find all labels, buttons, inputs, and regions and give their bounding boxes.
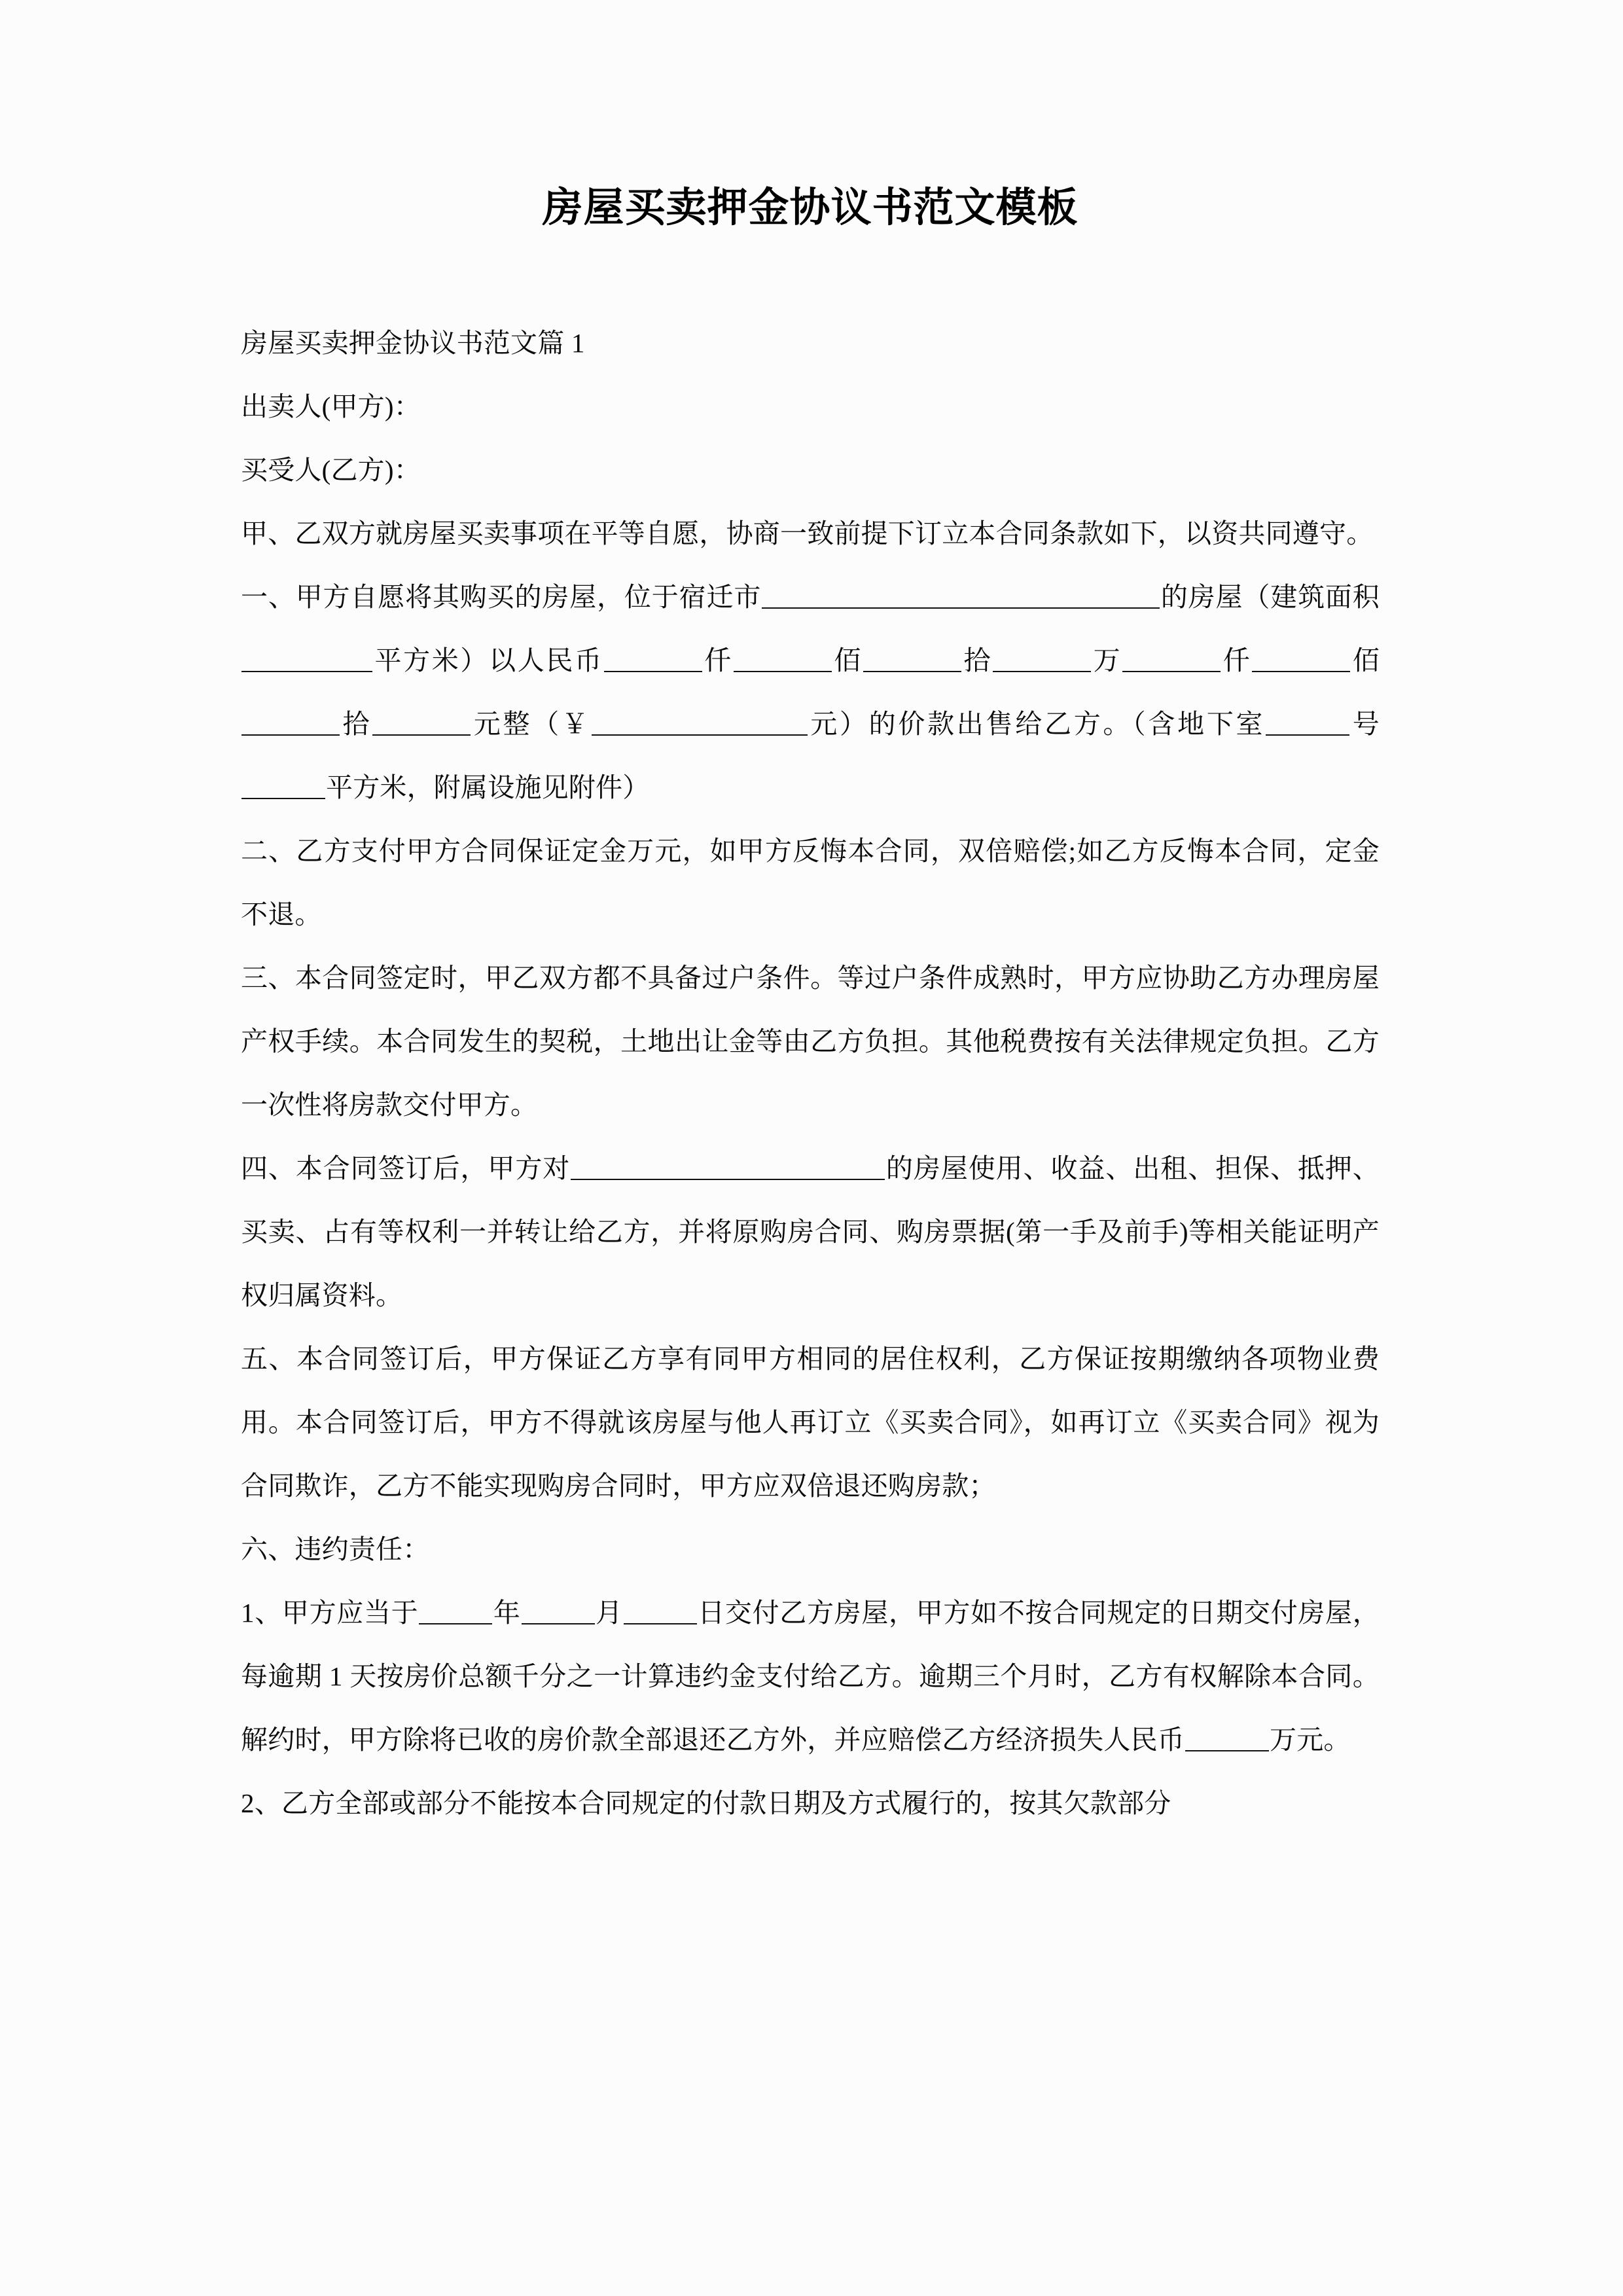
blank-price-shi-2[interactable]: [241, 712, 340, 736]
blank-price-shi-1[interactable]: [863, 649, 961, 672]
blank-delivery-month[interactable]: [522, 1601, 595, 1624]
blank-compensation-amount[interactable]: [1185, 1728, 1269, 1751]
preamble-text: 甲、乙双方就房屋买卖事项在平等自愿，协商一致前提下订立本合同条款如下，以资共同遵守。: [241, 518, 1374, 548]
clause-3-text: 三、本合同签定时，甲乙双方都不具备过户条件。等过户条件成熟时，甲方应协助乙方办理房屋产权手续。本合同发生的契税，土地出让金等由乙方负担。其他税费按有关法律规定负担。乙方一次性将房款交付甲方。: [241, 962, 1380, 1120]
blank-price-wan[interactable]: [993, 649, 1091, 672]
clause-6-1-text-d: 日交付乙方房屋，甲方如不按合同规定的日期交付房屋，每逾期 1 天按房价总额千分之一计算违约金支付给乙方。逾期三个月时，乙方有权解除本合同。解约时，甲方除将已收的房价款全部退还乙方外，并应赔偿乙方经济损失人民币: [241, 1597, 1380, 1755]
clause-6-1-text-c: 月: [595, 1597, 623, 1628]
clause-1-text-d: 仟: [702, 645, 733, 675]
buyer-label: 买受人(乙方)：: [241, 454, 421, 485]
clause-1-text-f: 拾: [961, 645, 993, 675]
clause-4-paragraph: [241, 1137, 1380, 1327]
clause-6-1-text-e: 万元。: [1270, 1724, 1351, 1755]
section-heading-text: 房屋买卖押金协议书范文篇 1: [241, 327, 585, 358]
clause-2-paragraph: [241, 819, 1380, 946]
blank-basement-number[interactable]: [1266, 712, 1349, 736]
clause-6-2-text: 2、乙方全部或部分不能按本合同规定的付款日期及方式履行的，按其欠款部分: [241, 1787, 1171, 1818]
blank-price-qian-1[interactable]: [604, 649, 702, 672]
blank-price-numeric[interactable]: [592, 712, 808, 736]
clause-4-text-a: 四、本合同签订后，甲方对: [241, 1153, 571, 1183]
clause-1-text-n: 平方米，附属设施见附件）: [326, 772, 650, 802]
clause-6-text: 六、违约责任：: [241, 1534, 430, 1564]
document-content: [241, 0, 1380, 1835]
page-title: 房屋买卖押金协议书范文模板: [542, 186, 1079, 230]
clause-1-text-h: 仟: [1221, 645, 1252, 675]
blank-property-address[interactable]: [762, 585, 1160, 609]
clause-1-text-m: 号: [1350, 708, 1380, 739]
clause-1-text-i: 佰: [1351, 645, 1380, 675]
preamble-paragraph: [241, 502, 1380, 565]
clause-6-item-1: [241, 1581, 1380, 1772]
clause-6-1-text-a: 1、甲方应当于: [241, 1597, 419, 1628]
clause-1-text-c: 平方米）以人民币: [373, 645, 603, 675]
document-body: [241, 312, 1380, 1835]
clause-4-text-b: 的房屋使用、收益、出租、担保、抵押、买卖、占有等权利一并转让给乙方，并将原购房合同、购房票据(第一手及前手)等相关能证明产权归属资料。: [241, 1153, 1380, 1310]
clause-5-text: 五、本合同签订后，甲方保证乙方享有同甲方相同的居住权利，乙方保证按期缴纳各项物业费用。本合同签订后，甲方不得就该房屋与他人再订立《买卖合同》，如再订立《买卖合同》视为合同欺诈，乙方不能实现购房合同时，甲方应双倍退还购房款；: [241, 1343, 1380, 1501]
blank-price-bai-1[interactable]: [734, 649, 832, 672]
blank-clause-4-property[interactable]: [571, 1157, 885, 1180]
clause-1-text-l: 元）的价款出售给乙方。（含地下室: [808, 708, 1266, 739]
blank-price-yuan[interactable]: [372, 712, 471, 736]
clause-1-text-e: 佰: [832, 645, 863, 675]
section-heading-line: [241, 312, 1380, 375]
seller-line: [241, 375, 1380, 439]
blank-basement-area[interactable]: [241, 776, 325, 799]
clause-6-item-2: [241, 1772, 1380, 1835]
clause-6-1-text-b: 年: [493, 1597, 521, 1628]
clause-2-text: 二、乙方支付甲方合同保证定金万元，如甲方反悔本合同，双倍赔偿;如乙方反悔本合同，定金不退。: [241, 835, 1380, 929]
clause-1-text-a: 一、甲方自愿将其购买的房屋，位于宿迁市: [241, 581, 762, 612]
blank-price-qian-2[interactable]: [1122, 649, 1221, 672]
blank-price-bai-2[interactable]: [1252, 649, 1350, 672]
clause-6-heading: [241, 1518, 1380, 1581]
clause-1-text-k: 元整（￥: [471, 708, 591, 739]
buyer-line: [241, 439, 1380, 502]
blank-delivery-year[interactable]: [419, 1601, 492, 1624]
seller-label: 出卖人(甲方)：: [241, 391, 421, 422]
blank-building-area[interactable]: [241, 649, 372, 672]
clause-1-text-g: 万: [1092, 645, 1122, 675]
clause-3-paragraph: [241, 946, 1380, 1137]
clause-1-text-b: 的房屋（建筑面积: [1160, 581, 1380, 612]
clause-5-paragraph: [241, 1327, 1380, 1518]
clause-1-text-j: 拾: [340, 708, 372, 739]
clause-1-paragraph: [241, 565, 1380, 819]
blank-delivery-day[interactable]: [624, 1601, 697, 1624]
